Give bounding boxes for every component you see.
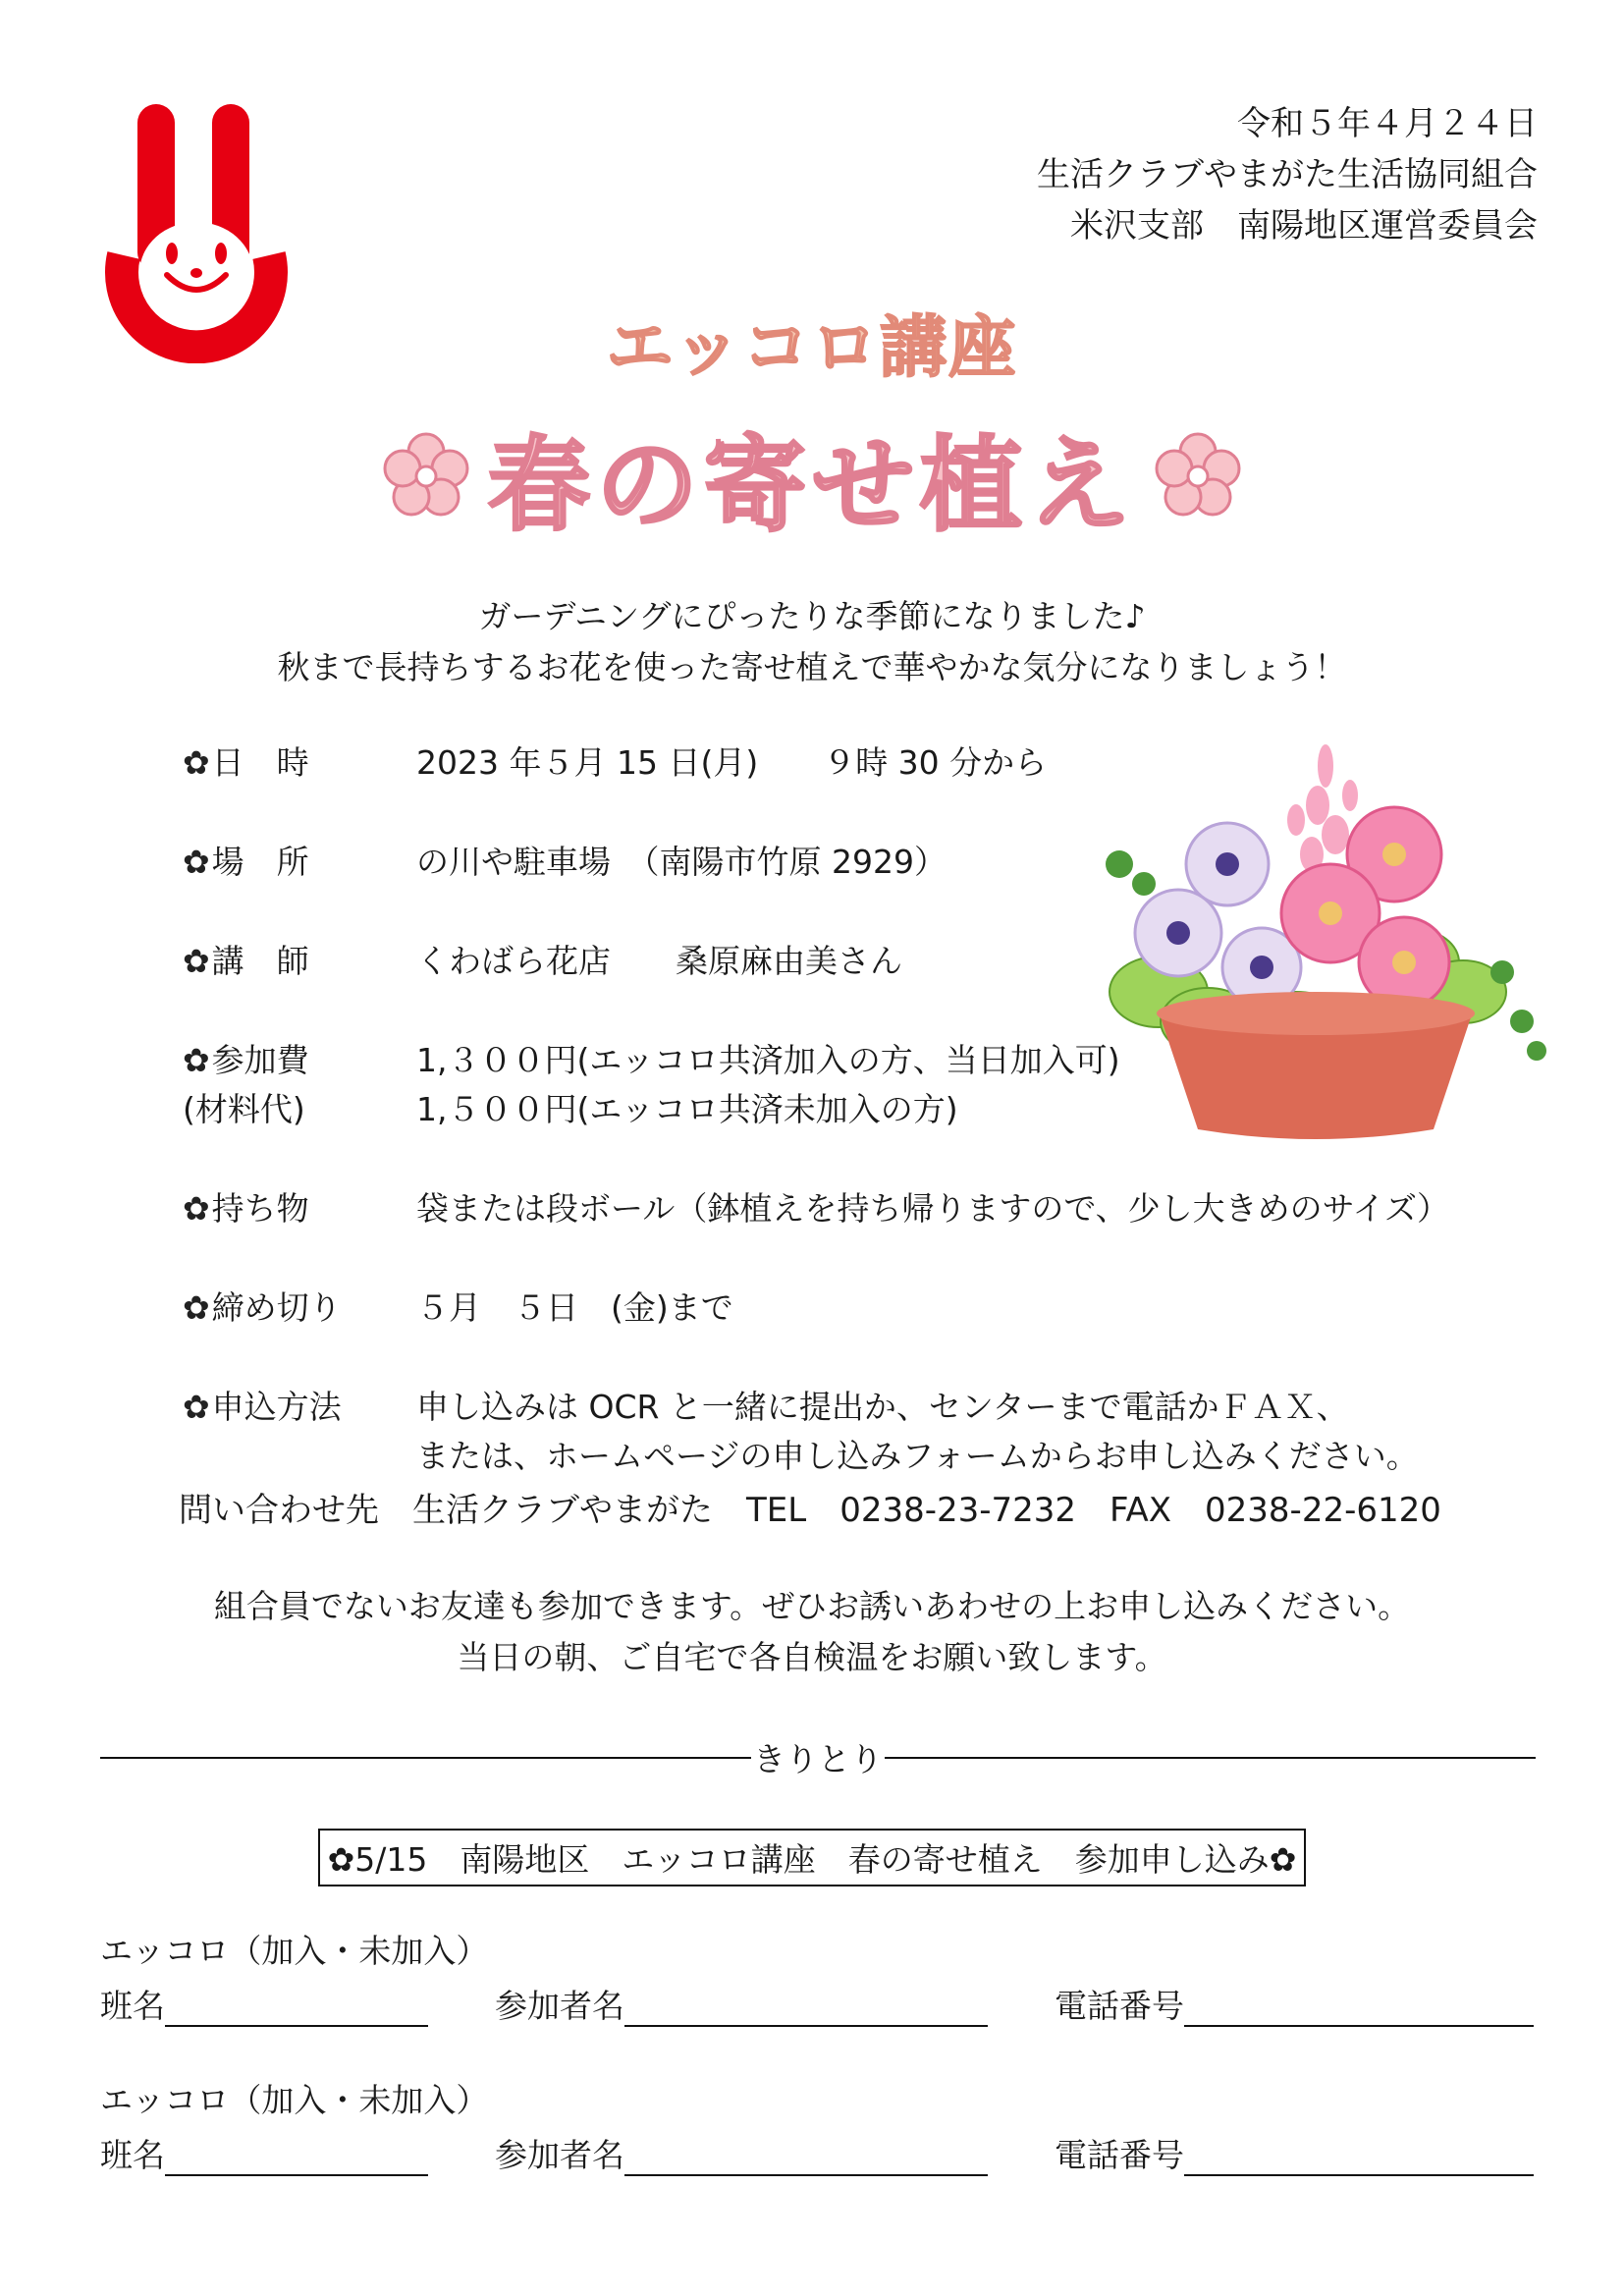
cut-label: きりとり	[753, 1740, 883, 1778]
deadline-label: 締め切り	[211, 1288, 342, 1327]
bring-label: 持ち物	[211, 1189, 309, 1228]
phone-field[interactable]	[1184, 1986, 1534, 2027]
fee-label: 参加費	[211, 1041, 309, 1079]
intro-line-1: ガーデニングにぴったりな季節になりました♪	[478, 597, 1146, 635]
apply-label: 申込方法	[211, 1388, 342, 1426]
participant-field[interactable]	[624, 2135, 988, 2176]
notice-text	[0, 1581, 1624, 1683]
event-title: 春の寄せ植え	[487, 425, 1136, 545]
detail-bring	[183, 1184, 1450, 1233]
detail-apply	[183, 1383, 1349, 1432]
flower-bullet-icon: ✿	[183, 942, 210, 980]
flower-icon-left	[382, 432, 470, 520]
datetime-label: 日 時	[211, 743, 309, 782]
phone-field[interactable]	[1184, 2135, 1534, 2176]
participant-field[interactable]	[624, 1986, 988, 2027]
ecollo-choice[interactable]: エッコロ（加入・未加入）	[100, 2081, 489, 2119]
fee-sub-label: (材料代)	[183, 1090, 305, 1128]
flower-pot-illustration	[1090, 727, 1561, 1149]
flower-bullet-icon: ✿	[183, 1288, 210, 1327]
form-title: ✿5/15 南陽地区 エッコロ講座 春の寄せ植え 参加申し込み✿	[318, 1829, 1307, 1886]
form-title-box	[0, 1829, 1624, 1886]
course-name: エッコロ講座	[606, 309, 1018, 387]
detail-apply-2	[183, 1432, 1419, 1481]
flower-icon-right	[1154, 432, 1242, 520]
ecollo-choice[interactable]: エッコロ（加入・未加入）	[100, 1932, 489, 1970]
group-label: 班名	[100, 2136, 165, 2174]
participant-label: 参加者名	[495, 1987, 624, 2025]
fee-value-2: 1,５００円(エッコロ共済未加入の方)	[416, 1090, 958, 1128]
contact-info: 問い合わせ先 生活クラブやまがた TEL 0238-23-7232 FAX 0238-22-6120	[179, 1491, 1441, 1530]
teacher-label: 講 師	[211, 942, 309, 980]
branch-name: 米沢支部 南陽地区運営委員会	[1070, 206, 1538, 246]
group-field[interactable]	[165, 1986, 428, 2027]
place-value: の川や駐車場 （南陽市竹原 2929）	[416, 843, 947, 881]
phone-label: 電話番号	[1055, 2136, 1184, 2174]
group-label: 班名	[100, 1987, 165, 2025]
application-entry-1	[100, 1927, 1536, 2027]
flower-bullet-icon: ✿	[183, 743, 210, 782]
deadline-value: ５月 ５日 (金)まで	[416, 1288, 733, 1327]
issue-date: 令和５年４月２４日	[1237, 104, 1538, 143]
phone-label: 電話番号	[1055, 1987, 1184, 2025]
teacher-value: くわばら花店 桑原麻由美さん	[416, 942, 902, 980]
intro-line-2: 秋まで長持ちするお花を使った寄せ植えで華やかな気分になりましょう！	[277, 648, 1347, 686]
cut-line-right	[885, 1757, 1536, 1759]
notice-line-1: 組合員でないお友達も参加できます。ぜひお誘いあわせの上お申し込みください。	[213, 1587, 1411, 1625]
participant-label: 参加者名	[495, 2136, 624, 2174]
application-entry-2	[100, 2076, 1536, 2176]
datetime-value: 2023 年５月 15 日(月) ９時 30 分から	[416, 743, 1048, 782]
apply-value-2: または、ホームページの申し込みフォームからお申し込みください。	[416, 1437, 1419, 1475]
fee-value-1: 1,３００円(エッコロ共済加入の方、当日加入可)	[416, 1041, 1120, 1079]
flower-bullet-icon: ✿	[183, 1189, 210, 1228]
detail-deadline	[183, 1284, 1282, 1333]
cut-line	[100, 1734, 1536, 1780]
group-field[interactable]	[165, 2135, 428, 2176]
header-info	[1037, 98, 1538, 251]
place-label: 場 所	[211, 843, 309, 881]
apply-value-1: 申し込みは OCR と一緒に提出か、センターまで電話かＦＡＸ、	[416, 1388, 1349, 1426]
cut-line-left	[100, 1757, 751, 1759]
flower-bullet-icon: ✿	[183, 1388, 210, 1426]
intro-text	[0, 591, 1624, 693]
title-row	[0, 412, 1624, 545]
bring-value: 袋または段ボール（鉢植えを持ち帰りますので、少し大きめのサイズ）	[416, 1189, 1450, 1228]
flower-bullet-icon: ✿	[183, 843, 210, 881]
notice-line-2: 当日の朝、ご自宅で各自検温をお願い致します。	[457, 1638, 1167, 1676]
flower-bullet-icon: ✿	[183, 1041, 210, 1079]
organization-name: 生活クラブやまがた生活協同組合	[1037, 155, 1538, 194]
